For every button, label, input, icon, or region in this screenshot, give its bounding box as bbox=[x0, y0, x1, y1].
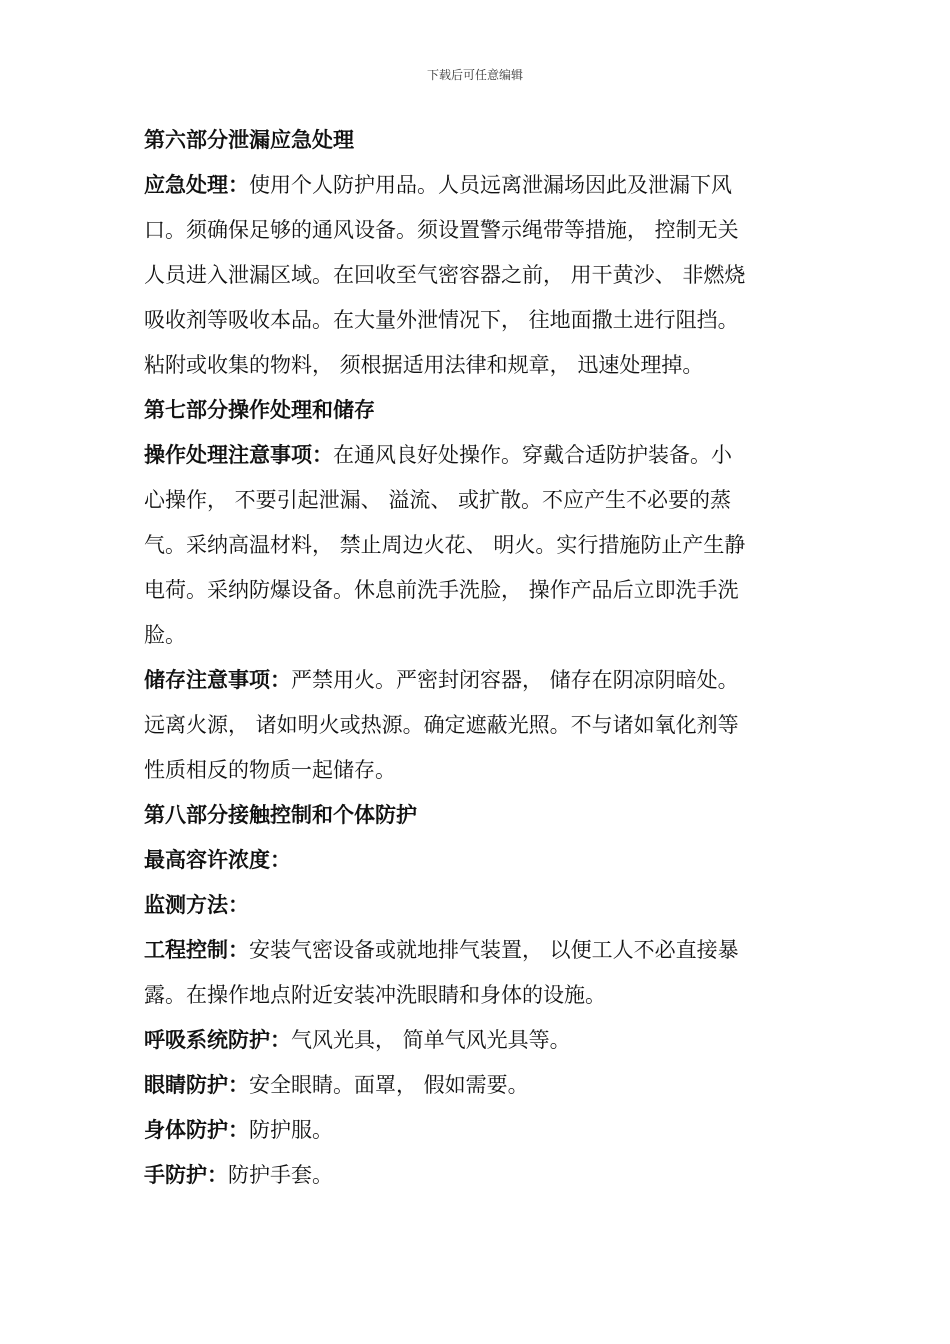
storage-paragraph-line: 性质相反的物质一起储存。 bbox=[144, 758, 396, 782]
handling-label: 操作处理注意事项： bbox=[144, 443, 333, 467]
storage-text: 严禁用火。严密封闭容器， 储存在阴凉阴暗处。 bbox=[291, 668, 739, 692]
storage-paragraph-line bbox=[144, 658, 810, 703]
engineering-label: 工程控制： bbox=[144, 938, 249, 962]
emergency-paragraph-line: 人员进入泄漏区域。在回收至气密容器之前， 用干黄沙、 非燃烧 bbox=[144, 263, 746, 287]
emergency-paragraph-line bbox=[144, 163, 810, 208]
eye-text: 安全眼睛。面罩， 假如需要。 bbox=[249, 1073, 529, 1097]
handling-text: 在通风良好处操作。穿戴合适防护装备。小 bbox=[333, 443, 732, 467]
handling-paragraph-line: 脸。 bbox=[144, 623, 186, 647]
emergency-paragraph-line: 吸收剂等吸收本品。在大量外泄情况下， 往地面撒土进行阻挡。 bbox=[144, 308, 739, 332]
body-label: 身体防护： bbox=[144, 1118, 249, 1142]
document-body bbox=[144, 118, 810, 1198]
max-concentration-label: 最高容许浓度： bbox=[144, 848, 291, 872]
handling-paragraph-line bbox=[144, 433, 810, 478]
emergency-paragraph-line: 口。须确保足够的通风设备。须设置警示绳带等措施， 控制无关 bbox=[144, 218, 739, 242]
hand-protection-line bbox=[144, 1153, 810, 1198]
hand-text: 防护手套。 bbox=[228, 1163, 333, 1187]
respiratory-label: 呼吸系统防护： bbox=[144, 1028, 291, 1052]
section-7-heading: 第七部分操作处理和储存 bbox=[144, 398, 375, 422]
section-8-heading: 第八部分接触控制和个体防护 bbox=[144, 803, 417, 827]
handling-paragraph-line: 心操作， 不要引起泄漏、 溢流、 或扩散。不应产生不必要的蒸 bbox=[144, 488, 732, 512]
emergency-paragraph-line: 粘附或收集的物料， 须根据适用法律和规章， 迅速处理掉。 bbox=[144, 353, 704, 377]
body-text: 防护服。 bbox=[249, 1118, 333, 1142]
engineering-text: 安装气密设备或就地排气装置， 以便工人不必直接暴 bbox=[249, 938, 739, 962]
storage-label: 储存注意事项： bbox=[144, 668, 291, 692]
eye-protection-line bbox=[144, 1063, 810, 1108]
emergency-label: 应急处理： bbox=[144, 173, 249, 197]
page-header: 下载后可任意编辑 bbox=[426, 68, 523, 82]
respiratory-text: 气风光具， 简单气风光具等。 bbox=[291, 1028, 571, 1052]
body-protection-line bbox=[144, 1108, 810, 1153]
respiratory-protection-line bbox=[144, 1018, 810, 1063]
emergency-text: 使用个人防护用品。人员远离泄漏场因此及泄漏下风 bbox=[249, 173, 732, 197]
engineering-paragraph-line bbox=[144, 928, 810, 973]
handling-paragraph-line: 电荷。采纳防爆设备。休息前洗手洗脸， 操作产品后立即洗手洗 bbox=[144, 578, 739, 602]
eye-label: 眼睛防护： bbox=[144, 1073, 249, 1097]
monitoring-method-label: 监测方法： bbox=[144, 893, 249, 917]
storage-paragraph-line: 远离火源， 诸如明火或热源。确定遮蔽光照。不与诸如氧化剂等 bbox=[144, 713, 739, 737]
hand-label: 手防护： bbox=[144, 1163, 228, 1187]
engineering-paragraph-line: 露。在操作地点附近安装冲洗眼睛和身体的设施。 bbox=[144, 983, 606, 1007]
section-6-heading: 第六部分泄漏应急处理 bbox=[144, 128, 354, 152]
handling-paragraph-line: 气。采纳高温材料， 禁止周边火花、 明火。实行措施防止产生静 bbox=[144, 533, 746, 557]
